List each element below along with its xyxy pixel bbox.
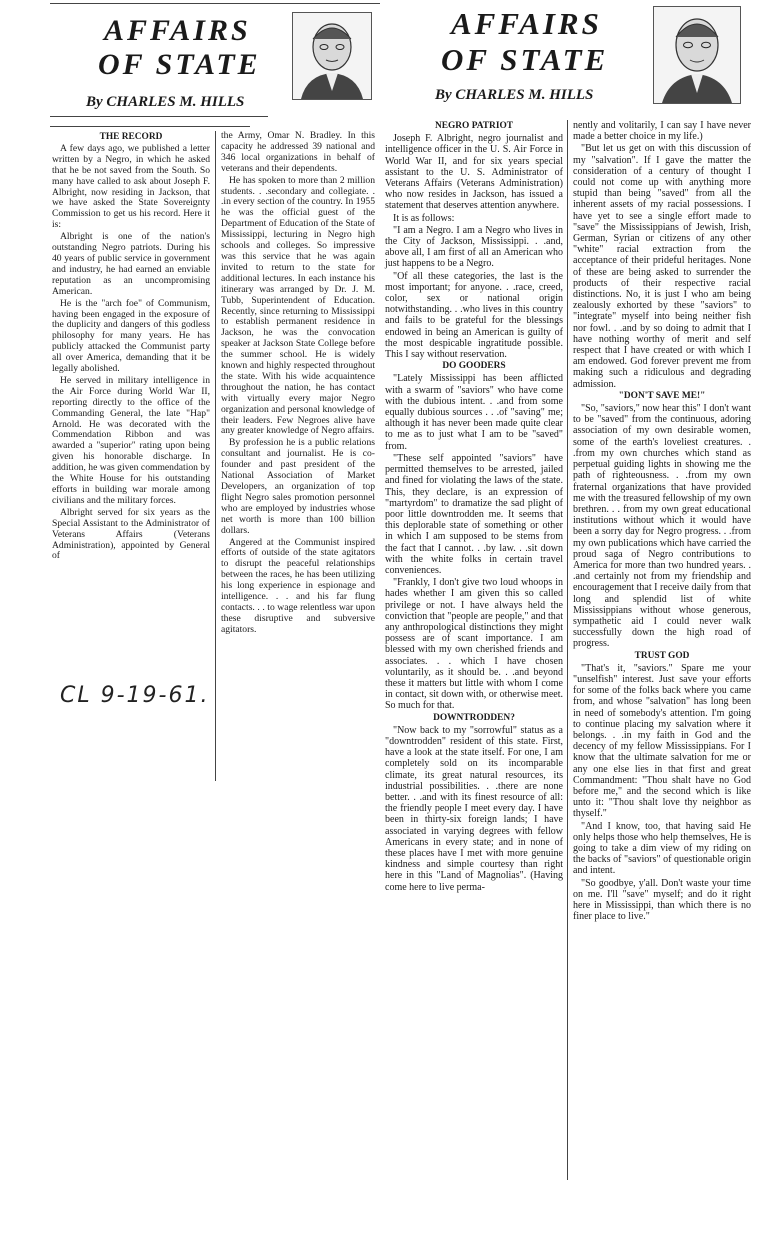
byline-rule-2 xyxy=(50,126,250,127)
byline-rule xyxy=(50,116,268,117)
left-byline: By CHARLES M. HILLS xyxy=(86,94,245,110)
paragraph: It is as follows: xyxy=(393,212,455,224)
paragraph: "So goodbye, y'all. Don't waste your time on me. I'll "save" myself; and do it right here in Mississippi, than which there is no finer place to live." xyxy=(573,877,751,923)
subhead-trust-god: TRUST GOD xyxy=(634,650,690,661)
subhead-dont-save-me: "DON'T SAVE ME!" xyxy=(618,390,706,401)
right-column-2 xyxy=(573,120,751,923)
paragraph: Angered at the Communist inspired efforts of outside of the state agitators to disrupt the peaceful relationships between the races, he has been utilizing his long experience in espionage and intelligence. . . and his far flung contacts. . . to wage relentless war upon these disruptive and subversive agitators. xyxy=(221,536,375,635)
right-heading-line1: AFFAIRS xyxy=(451,6,602,41)
paragraph: He served in military intelligence in the Air Force during World War II, reporting directly to the office of the Commanding General, the late "Hap" Arnold. He was decorated with the Commendation Ribbon and was awarded a "superior" rating upon being given his honorable discharge. In addition, he was given commendation by the White House for his outstanding efforts in building war morale among civilians and the military forces. xyxy=(52,374,210,506)
paragraph: "So, "saviors," now hear this" I don't want to be "saved" from the continuous, adoring association of my own desirable women, some of the earth's loveliest creatures. . .from my own churches which stand as perpetual guiding lights in showing me the path of righteousness. . .from my own fraternal organizations that have provided me with the treasured fellowship of my own brethren. . . from my own great educational institutions without which it would have been a sorry day for Negro progress. . .from my own publications which have carried the proud saga of Negro contributions to America for more than two hundred years. . .and certainly not from my friendship and encouragement that I receive daily from that long and splendid list of white Mississippians without whose generous, sympathetic aid I could never walk successfully down the high road of progress. xyxy=(573,403,751,650)
paragraph: "Lately Mississippi has been afflicted with a swarm of "saviors" who have come with the dubious intent. . .and from some equally dubious sources . . .of "saving" me; although it has never been made quite clear to me as to just what I am to be "saved" from. xyxy=(385,373,563,452)
right-heading-line2: OF STATE xyxy=(441,42,609,77)
paragraph: He is the "arch foe" of Communism, having been engaged in the exposure of the duplicity and dangers of this godless philosophy for many years. He has publicly attacked the Communist party all over America, demanding that it be legally abolished. xyxy=(52,297,210,375)
author-portrait xyxy=(292,12,372,100)
paragraph: Albright is one of the nation's outstanding Negro patriots. During his 40 years of public service in government and industry, he had earned an enviable reputation as an uncompromising American. xyxy=(52,231,210,297)
paragraph: "These self appointed "saviors" have permitted themselves to be arrested, jailed and fined for violating the laws of the state. This, they declare, is an expression of "martyrdom" to dramatize the sad plight of poor little downtrodden me. It seems that this deplorable state of something or other in which I am supposed to be stems from the fact that I cannot. . .by law. . .sit down with the white folks in certain travel conveniences. xyxy=(385,452,563,576)
paragraph: the Army, Omar N. Bradley. In this capacity he addressed 39 national and 346 local organizations in behalf of veterans and their dependents. xyxy=(221,130,375,174)
subhead-the-record: THE RECORD xyxy=(99,132,163,142)
author-portrait-right xyxy=(653,6,741,104)
left-heading-line1: AFFAIRS xyxy=(104,14,251,47)
subhead-negro-patriot: NEGRO PATRIOT xyxy=(434,121,514,131)
paragraph: "That's it, "saviors." Spare me your "unselfish" interest. Just save your efforts for some of the folks back where you came from, and whose "salvation" has long been in need of somebody's attention. I'm going to continue placing my salvation where it belongs. . .in my faith in God and the decency of my fellow Mississippians. For I know that the ultimate salvation for me or any one else lies in that first and great Commandment: "Thou shalt have no God before me," and the second which is like unto it: "Thou shalt love thy neighbor as thyself." xyxy=(573,662,751,820)
paragraph: "Of all these categories, the last is the most important; for anyone. . .race, creed, color, sex or national origin notwithstanding. . .who lives in this country and fails to be grateful for the blessings endowed in being an American is guilty of the most despicable ingratitude possible. This I say without reservation. xyxy=(385,270,563,361)
left-clipping xyxy=(50,0,380,800)
left-heading-line2: OF STATE xyxy=(98,48,261,81)
paragraph: "Frankly, I don't give two loud whoops in hades whether I am given this so called privilege or not. I have always held the conviction that "people are people," and that any anthropological distinctions they might possess are of scant importance. I am blessed with my own cherished friends and associates. . . which I have chosen voluntarily, as it should be. . .and beyond these it matters but little with whom I come in contact, sit down with, or otherwise meet. So much for that. xyxy=(385,577,563,712)
paragraph: "But let us get on with this discussion of my "salvation". If I gave the matter the consideration of a century of thought I could not come up with anything more stupid than being "saved" from all the inherent assets of my racial possessions. I have yet to see a single effort made to "save" the Mississippians of Jewish, Irish, German, Syrian or citizens of any other "white" racial extraction from the acceptance of their prideful heritages. None of these are being asked to surrender the products of their respective racial distinctions. No, it is just I who am being zealously exhorted by these "saviors" to "integrate" myself into being neither fish nor fowl. . .and by so doing to admit that I have nothing worthy of merit and self respect that I have created or with which I am endowed. God forever prevent me from making such a ridiculous and degrading admission. xyxy=(573,143,751,390)
column-divider xyxy=(215,131,216,781)
column-divider-right xyxy=(567,120,568,1180)
paragraph: nently and volitarily, I can say I have never made a better choice in my life.) xyxy=(573,120,751,143)
right-byline: By CHARLES M. HILLS xyxy=(435,87,594,103)
right-column-1 xyxy=(385,120,563,894)
handwritten-date: CL 9-19-61. xyxy=(60,683,210,708)
paragraph: "I am a Negro. I am a Negro who lives in the City of Jackson, Mississippi. . .and, above all, I am first of all an American who just happens to be a Negro. xyxy=(385,224,563,270)
subhead-do-gooders: DO GOODERS xyxy=(442,361,506,372)
right-clipping xyxy=(383,0,761,1260)
top-rule xyxy=(50,3,380,4)
left-column-1 xyxy=(52,131,210,563)
paragraph: Joseph F. Albright, negro journalist and intelligence officer in the U. S. Air Force in World War II, and for six years special assistant to the U. S. Administrator of Veterans Affairs (Veterans Administration) who now resides in Jackson, has issued a statement that deserves attention anywhere. xyxy=(385,133,563,212)
paragraph: By profession he is a public relations consultant and journalist. He is co-founder and past president of the National Association of Market Developers, an organization of top flight Negro sales promotion personnel who are employed by industries whose net worth is more than 100 billion dollars. xyxy=(221,437,375,536)
paragraph: "Now back to my "sorrowful" status as a "downtrodden" resident of this state. First, have a look at the state itself. For one, I am completely sold on its incomparable climate, its great natural resources, its industrial possibilities. . .there are none better. . .and with its finest resource of all: the friendly people I meet every day. I have been in thirty-six foreign lands; I have associated in varying degrees with fellow Americans in every state; and in none of these places have I met with more genuine kindness and simple courtesy than right here in this "Land of Magnolias". (Having come here to live perma- xyxy=(385,724,563,893)
paragraph: A few days ago, we published a letter written by a Negro, in which he asked that he be not saved from the South. So many have called to ask about Joseph F. Albright, now residing in Jackson, that we have asked the State Sovereignty Commission to get us his record. Here it is: xyxy=(52,142,210,231)
left-column-2 xyxy=(221,131,375,637)
paragraph: Albright served for six years as the Special Assistant to the Administrator of Veterans Affairs (Veterans Administration), appointed by General of xyxy=(52,506,210,562)
paragraph: "And I know, too, that having said He only helps those who help themselves, He is going to take a dim view of my riding on the backs of "saviors" of questionable origin and intent. xyxy=(573,820,751,877)
paragraph: He has spoken to more than 2 million students. . .secondary and collegiate. . .in every section of the country. In 1955 he was the official guest of the Department of Education of the State of Mississippi, lecturing in Negro high schools and colleges. So impressive was this service that he was again invited to return to the state for additional lectures. In each instance his itinerary was arranged by Dr. J. M. Tubb, Superintendent of Education. Recently, since returning to Mississippi to establish permanent residence in Jackson, he was the convocation speaker at Jackson State College before the summer school. He is widely known and highly respected throughout the state. With his wide acquaintence throughout the nation, he has contact with virtually every major Negro organization and personal knowledge of their leaders. Few Negroes alive have any greater knowledge of Negro affairs. xyxy=(221,174,375,437)
subhead-downtrodden: DOWNTRODDEN? xyxy=(433,712,515,723)
